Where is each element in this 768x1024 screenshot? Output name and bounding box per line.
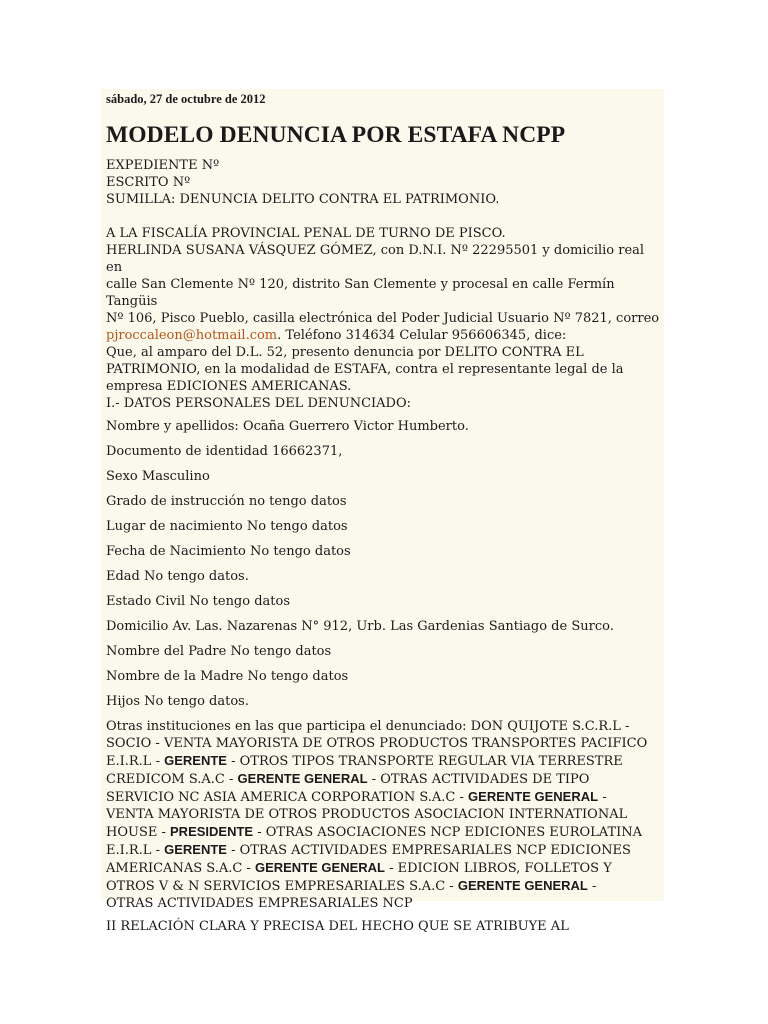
intro-line: HERLINDA SUSANA VÁSQUEZ GÓMEZ, con D.N.I. Nº 22295501 y domicilio real en [106, 243, 645, 275]
institutions-text: E.I.R.L - [106, 843, 165, 858]
intro-paragraph [106, 225, 664, 412]
expediente-line: EXPEDIENTE Nº [106, 158, 220, 173]
field-civil-status: Estado Civil No tengo datos [106, 594, 291, 609]
field-mother: Nombre de la Madre No tengo datos [106, 669, 349, 684]
institutions-text: SERVICIO NC ASIA AMERICA CORPORATION S.A.C - [106, 790, 469, 805]
institutions-text: - [598, 790, 607, 805]
role-label: GERENTE [164, 842, 227, 857]
institutions-text: - OTRAS ACTIVIDADES DE TIPO [367, 772, 590, 787]
document-page [101, 89, 664, 934]
institutions-line [106, 877, 664, 895]
institutions-line: VENTA MAYORISTA DE OTROS PRODUCTOS ASOCIACION INTERNATIONAL [106, 807, 628, 822]
field-sex: Sexo Masculino [106, 469, 210, 484]
institutions-text: - EDICION LIBROS, FOLLETOS Y [384, 861, 612, 876]
institutions-text: HOUSE - [106, 825, 171, 840]
institutions-text: - OTROS TIPOS TRANSPORTE REGULAR VIA TERRESTRE [226, 754, 623, 769]
contact-line [106, 327, 664, 344]
intro-line: Nº 106, Pisco Pueblo, casilla electrónica del Poder Judicial Usuario Nº 7821, correo [106, 311, 660, 326]
field-name: Nombre y apellidos: Ocaña Guerrero Victor Humberto. [106, 419, 469, 434]
institutions-line [106, 841, 664, 859]
institutions-line [106, 823, 664, 841]
section-heading-2: II RELACIÓN CLARA Y PRECISA DEL HECHO QUE SE ATRIBUYE AL [106, 919, 569, 934]
role-label: GERENTE GENERAL [468, 789, 599, 804]
field-children: Hijos No tengo datos. [106, 694, 249, 709]
intro-line: empresa EDICIONES AMERICANAS. [106, 379, 352, 394]
field-birthplace: Lugar de nacimiento No tengo datos [106, 519, 348, 534]
institutions-text: - OTRAS ASOCIACIONES NCP EDICIONES EUROLATINA [253, 825, 643, 840]
escrito-line: ESCRITO Nº [106, 175, 191, 190]
role-label: PRESIDENTE [170, 824, 254, 839]
institutions-text: E.I.R.L - [106, 754, 165, 769]
role-label: GERENTE GENERAL [457, 878, 588, 893]
sumilla-line: SUMILLA: DENUNCIA DELITO CONTRA EL PATRIMONIO. [106, 192, 500, 207]
field-father: Nombre del Padre No tengo datos [106, 644, 332, 659]
intro-line: Que, al amparo del D.L. 52, presento denuncia por DELITO CONTRA EL [106, 345, 584, 360]
email-link[interactable]: pjroccaleon@hotmail.com [106, 328, 278, 343]
intro-line: PATRIMONIO, en la modalidad de ESTAFA, contra el representante legal de la [106, 362, 624, 377]
addressee: A LA FISCALÍA PROVINCIAL PENAL DE TURNO DE PISCO. [106, 226, 506, 241]
field-age: Edad No tengo datos. [106, 569, 249, 584]
phone-text: . Teléfono 314634 Celular 956606345, dice: [277, 328, 567, 343]
field-address: Domicilio Av. Las. Nazarenas N° 912, Urb. Las Gardenias Santiago de Surco. [106, 619, 614, 634]
institutions-line: OTRAS ACTIVIDADES EMPRESARIALES NCP [106, 896, 413, 911]
field-education: Grado de instrucción no tengo datos [106, 494, 347, 509]
institutions-paragraph [106, 718, 664, 912]
institutions-text: - [587, 879, 597, 894]
institutions-line [106, 859, 664, 877]
post-title: MODELO DENUNCIA POR ESTAFA NCPP [106, 122, 566, 148]
intro-line: calle San Clemente Nº 120, distrito San Clemente y procesal en calle Fermín Tangüis [106, 277, 615, 309]
institutions-text: AMERICANAS S.A.C - [106, 861, 255, 876]
role-label: GERENTE [164, 753, 227, 768]
case-header [106, 157, 664, 208]
institutions-text: CREDICOM S.A.C - [106, 772, 238, 787]
institutions-line [106, 788, 664, 806]
institutions-text: OTROS V & N SERVICIOS EMPRESARIALES S.A.C - [106, 879, 458, 894]
field-id: Documento de identidad 16662371, [106, 444, 343, 459]
institutions-line: SOCIO - VENTA MAYORISTA DE OTROS PRODUCTOS TRANSPORTES PACIFICO [106, 736, 648, 751]
post-date: sábado, 27 de octubre de 2012 [106, 92, 266, 106]
institutions-text: - OTRAS ACTIVIDADES EMPRESARIALES NCP EDICIONES [226, 843, 631, 858]
institutions-line: Otras instituciones en las que participa el denunciado: DON QUIJOTE S.C.R.L - [106, 719, 630, 734]
field-birthdate: Fecha de Nacimiento No tengo datos [106, 544, 351, 559]
institutions-line [106, 770, 664, 788]
role-label: GERENTE GENERAL [237, 771, 368, 786]
personal-data-list [106, 418, 664, 710]
institutions-line [106, 752, 664, 770]
role-label: GERENTE GENERAL [254, 860, 385, 875]
section-heading: I.- DATOS PERSONALES DEL DENUNCIADO: [106, 396, 411, 411]
